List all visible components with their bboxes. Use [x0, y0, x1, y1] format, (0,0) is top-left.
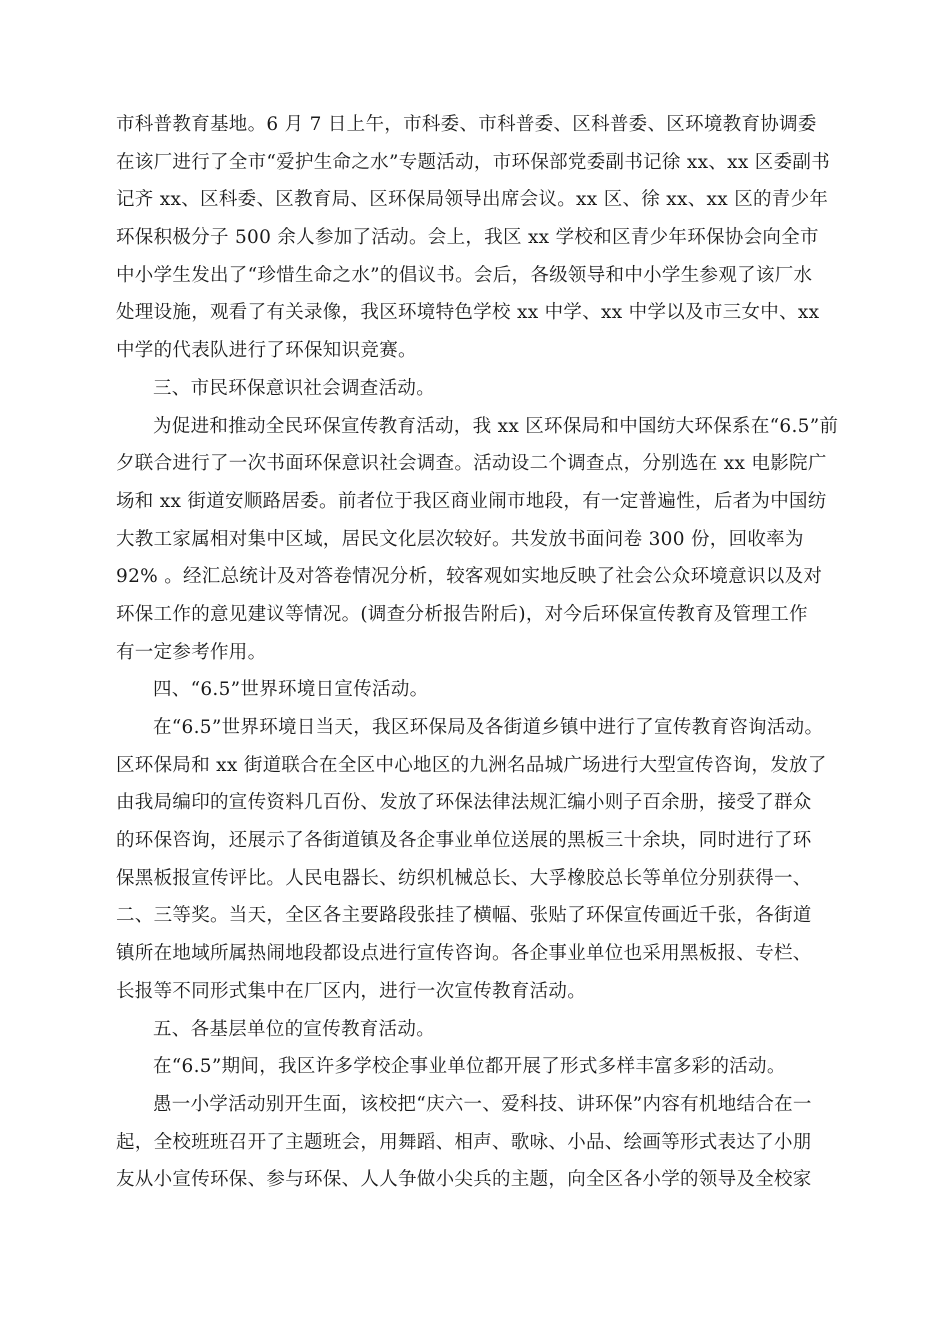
- text-line: 场和 xx 街道安顺路居委。前者位于我区商业闹市地段，有一定普遍性，后者为中国纺: [116, 490, 827, 512]
- text-line: 在该厂进行了全市“爱护生命之水”专题活动，市环保部党委副书记徐 xx、xx 区委副书: [116, 151, 831, 173]
- text-line: 中学的代表队进行了环保知识竞赛。: [116, 340, 417, 362]
- text-line: 三、市民环保意识社会调查活动。: [153, 377, 436, 399]
- text-line: 环保工作的意见建议等情况。(调查分析报告附后)，对今后环保宣传教育及管理工作: [116, 603, 808, 625]
- text-line: 愚一小学活动别开生面，该校把“庆六一、爱科技、讲环保”内容有机地结合在一: [153, 1093, 812, 1115]
- document-body: [116, 106, 839, 1199]
- text-line: 中小学生发出了“珍惜生命之水”的倡议书。会后，各级领导和中小学生参观了该厂水: [116, 264, 813, 286]
- text-line: 起，全校班班召开了主题班会，用舞蹈、相声、歌咏、小品、绘画等形式表达了小朋: [116, 1131, 812, 1153]
- text-line: 五、各基层单位的宣传教育活动。: [153, 1018, 436, 1040]
- text-line: 大教工家属相对集中区域，居民文化层次较好。共发放书面问卷 300 份，回收率为: [116, 528, 804, 550]
- text-line: 处理设施，观看了有关录像，我区环境特色学校 xx 中学、xx 中学以及市三女中、xx: [116, 302, 820, 324]
- text-line: 友从小宣传环保、参与环保、人人争做小尖兵的主题，向全区各小学的领导及全校家: [116, 1169, 812, 1191]
- text-line: 长报等不同形式集中在厂区内，进行一次宣传教育活动。: [116, 980, 587, 1002]
- text-line: 由我局编印的宣传资料几百份、发放了环保法律法规汇编小则子百余册，接受了群众: [116, 792, 812, 814]
- text-line: 的环保咨询，还展示了各街道镇及各企事业单位送展的黑板三十余块，同时进行了环: [116, 830, 812, 852]
- text-line: 在“6.5”期间，我区许多学校企事业单位都开展了形式多样丰富多彩的活动。: [153, 1056, 786, 1078]
- text-line: 为促进和推动全民环保宣传教育活动，我 xx 区环保局和中国纺大环保系在“6.5”前: [153, 415, 839, 437]
- text-line: 区环保局和 xx 街道联合在全区中心地区的九洲名品城广场进行大型宣传咨询，发放了: [116, 754, 827, 776]
- text-line: 环保积极分子 500 余人参加了活动。会上，我区 xx 学校和区青少年环保协会向全市: [116, 227, 819, 249]
- text-line: 市科普教育基地。6 月 7 日上午，市科委、市科普委、区科普委、区环境教育协调委: [116, 114, 817, 135]
- text-line: 保黑板报宣传评比。人民电器长、纺织机械总长、大孚橡胶总长等单位分别获得一、: [116, 867, 812, 889]
- text-line: 有一定参考作用。: [116, 641, 267, 663]
- text-line: 四、“6.5”世界环境日宣传活动。: [153, 679, 429, 701]
- text-line: 二、三等奖。当天，全区各主要路段张挂了横幅、张贴了环保宣传画近千张，各街道: [116, 905, 812, 927]
- text-line: 在“6.5”世界环境日当天，我区环保局及各街道乡镇中进行了宣传教育咨询活动。: [153, 717, 824, 738]
- text-line: 92% 。经汇总统计及对答卷情况分析，较客观如实地反映了社会公众环境意识以及对: [116, 566, 823, 588]
- text-line: 镇所在地域所属热闹地段都设点进行宣传咨询。各企事业单位也采用黑板报、专栏、: [116, 943, 812, 965]
- text-line: 夕联合进行了一次书面环保意识社会调查。活动设二个调查点，分别选在 xx 电影院广: [116, 453, 827, 475]
- text-line: 记齐 xx、区科委、区教育局、区环保局领导出席会议。xx 区、徐 xx、xx 区的青少年: [116, 189, 829, 211]
